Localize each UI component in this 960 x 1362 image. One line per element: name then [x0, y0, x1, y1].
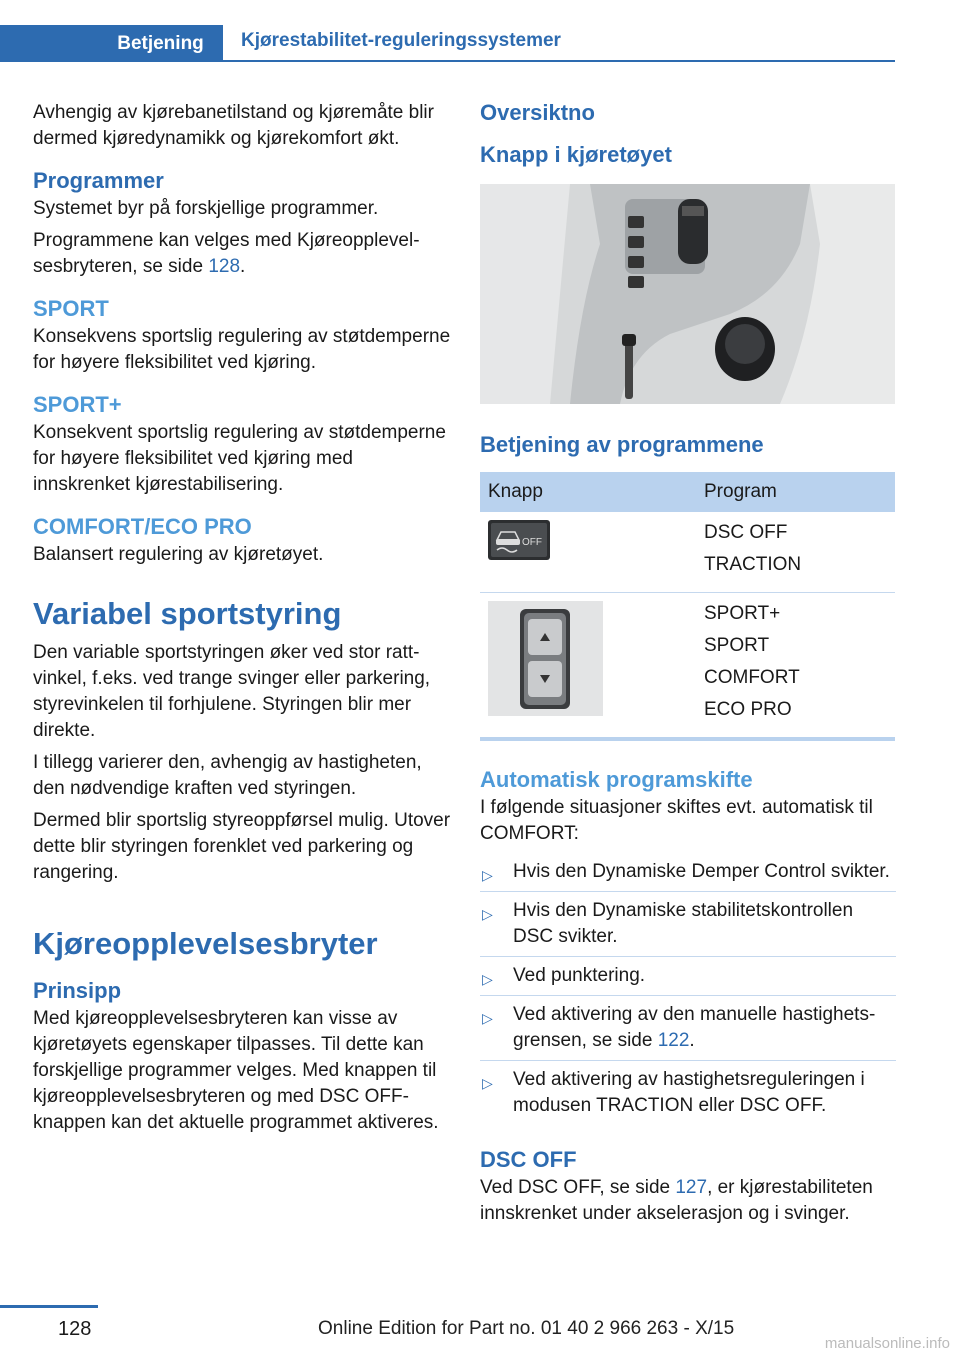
page-link-128[interactable]: 128: [208, 256, 241, 277]
sportplus-heading: SPORT+: [33, 392, 122, 417]
vs-text-1: Den variable sportstyringen øker ved stor rattvinkel, f.eks. ved trange svinger eller parkering, styrevinkelen til forhjulene. Styringen blir mer direkte.: [33, 642, 431, 741]
sport-text: Konsekvens sportslig regulering av støtdemperne for høyere fleksibilitet ved kjøring.: [33, 326, 451, 373]
dsc-off-text: [480, 1175, 896, 1227]
triangle-bullet-icon: ▷: [482, 867, 493, 883]
list-item-text: Ved aktivering av den manuelle hastighetsgrensen, se side: [513, 1004, 876, 1051]
list-item: [480, 1061, 896, 1125]
table-row: [480, 512, 895, 593]
page-number: 128: [58, 1318, 92, 1340]
col-header-program: Program: [696, 472, 895, 512]
dsc-off-button-icon: [488, 520, 550, 560]
header-bar: [0, 25, 98, 62]
header-subtitle: Kjørestabilitet-reguleringssystemer: [241, 30, 561, 51]
driving-switch-heading: Kjøreopplevelsesbryter: [33, 926, 378, 961]
auto-intro: I følgende situasjoner skiftes evt. automatisk til COMFORT:: [480, 797, 873, 844]
auto-list: [480, 853, 896, 1125]
right-column: [480, 100, 896, 1233]
programmer-text-1: Systemet byr på forskjellige programmer.: [33, 198, 379, 219]
table-row: [480, 593, 895, 738]
dsc-off-text-a: Ved DSC OFF, se side: [480, 1177, 676, 1198]
list-item-text: Hvis den Dynamiske Demper Control svikter.: [513, 861, 890, 882]
prinsipp-text: Med kjøreopplevelsesbryteren kan visse av kjøretøyets egenskaper tilpasses. Til dette kan forskjellige programmer velges. Med knappen til kjøreopplevelsesbryteren og med DSC OFF-knappen kan det aktuelle programmet aktiveres.: [33, 1008, 439, 1133]
vs-text-3: Dermed blir sportslig styreoppførsel mulig. Utover dette blir styringen forenklet ved parkering og rangering.: [33, 810, 451, 883]
header-tab: Betjening: [98, 25, 223, 62]
program-eco-pro: ECO PRO: [704, 699, 792, 720]
auto-heading: Automatisk programskifte: [480, 767, 753, 792]
programmer-text-2-b: .: [240, 256, 246, 277]
button-heading: Knapp i kjøretøyet: [480, 142, 672, 167]
header-line: [0, 60, 895, 62]
triangle-bullet-icon: ▷: [482, 1010, 493, 1026]
overview-heading: Oversiktno: [480, 100, 595, 125]
watermark-brand: manualsonline.info: [824, 1335, 950, 1352]
table-bottom-rule: [480, 737, 895, 741]
table-header-row: [480, 472, 895, 512]
variable-steering-heading: Variabel sportstyring: [33, 596, 342, 631]
dsc-off-text: OFF: [522, 537, 542, 548]
list-item-text: Hvis den Dynamiske stabilitetskontrollen DSC svikter.: [513, 900, 854, 947]
programmer-text-2-a: Programmene kan velges med Kjøreopplevelsesbryteren, se side: [33, 230, 420, 277]
prinsipp-heading: Prinsipp: [33, 978, 122, 1003]
dsc-off-heading: DSC OFF: [480, 1147, 577, 1172]
list-item: [480, 892, 896, 957]
programmer-text-2: [33, 228, 451, 280]
program-cell-1: [696, 512, 895, 593]
triangle-bullet-icon: ▷: [482, 906, 493, 922]
operation-heading: Betjening av programmene: [480, 432, 764, 457]
programmer-heading: Programmer: [33, 168, 164, 193]
comfort-heading: COMFORT/ECO PRO: [33, 514, 252, 539]
list-item-text: Ved aktivering av hastighetsreguleringen i modusen TRACTION eller DSC OFF.: [513, 1069, 865, 1116]
console-image: [480, 184, 895, 404]
triangle-bullet-icon: ▷: [482, 971, 493, 987]
program-sport-plus: SPORT+: [704, 603, 781, 624]
page-link-127[interactable]: 127: [675, 1177, 708, 1198]
program-table: [480, 472, 895, 737]
driving-switch-icon: [488, 601, 603, 716]
dsc-button-cell: [480, 512, 696, 593]
sportplus-text: Konsekvent sportslig regulering av støtdemperne for høyere fleksibilitet ved kjøring med innskrenket kjørestabilisering.: [33, 422, 446, 495]
program-dsc-off: DSC OFF: [704, 522, 788, 543]
left-column: [33, 100, 451, 1142]
program-cell-2: [696, 593, 895, 738]
triangle-bullet-icon: ▷: [482, 1075, 493, 1091]
intro-text: Avhengig av kjørebanetilstand og kjøremåte blir dermed kjøredynamikk og kjørekomfort økt.: [33, 102, 434, 149]
console-illustration: [480, 184, 895, 404]
edition-text: Online Edition for Part no. 01 40 2 966 263 - X/15: [318, 1318, 735, 1339]
program-traction: TRACTION: [704, 554, 802, 575]
dsc-off-text-b: , er kjørestabiliteten innskrenket under akselerasjon og i svinger.: [480, 1177, 873, 1224]
program-comfort: COMFORT: [704, 667, 800, 688]
vs-text-2: I tillegg varierer den, avhengig av hastigheten, den nødvendige kraften ved styringen.: [33, 752, 422, 799]
footer-line: [0, 1305, 98, 1308]
comfort-text: Balansert regulering av kjøretøyet.: [33, 544, 324, 565]
list-item-text: Ved punktering.: [513, 965, 646, 986]
page-link-122[interactable]: 122: [657, 1030, 690, 1051]
col-header-button: Knapp: [480, 472, 696, 512]
program-sport: SPORT: [704, 635, 770, 656]
list-item: [480, 853, 896, 892]
switch-button-cell: [480, 593, 696, 738]
sport-heading: SPORT: [33, 296, 109, 321]
list-item: [480, 996, 896, 1061]
list-item: [480, 957, 896, 996]
list-item-text-end: .: [689, 1030, 695, 1051]
